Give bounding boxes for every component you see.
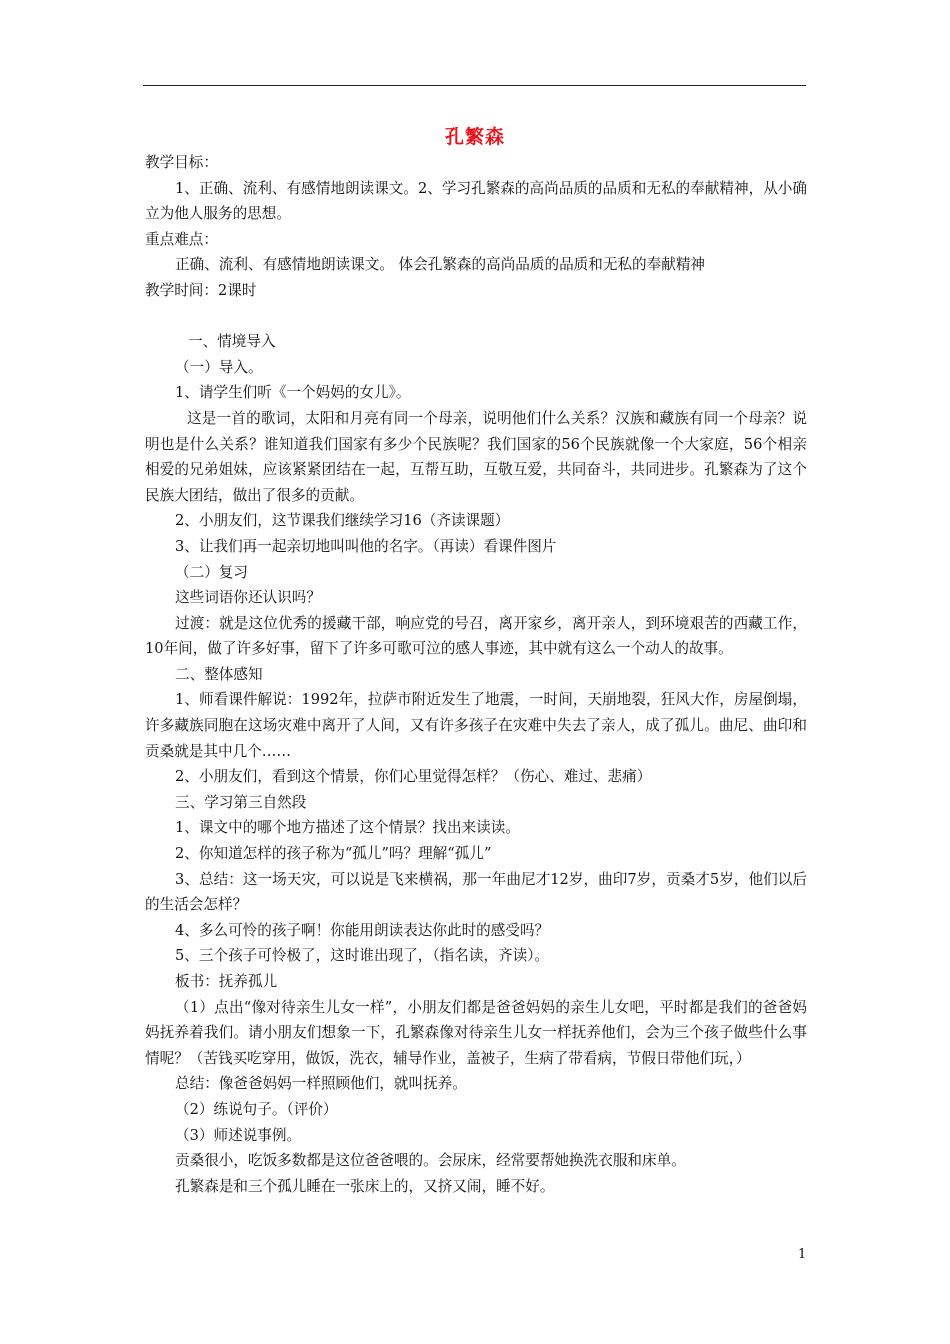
header-rule — [143, 85, 806, 86]
paragraph: 1、课文中的哪个地方描述了这个情景？找出来读读。 — [175, 819, 520, 837]
page-number: 1 — [798, 1247, 807, 1262]
paragraph: 过渡：就是这位优秀的援藏干部，响应党的号召，离开家乡，离开亲人，到环境艰苦的西藏工作，10年间，做了许多好事，留下了许多可歌可泣的感人事迹，其中就有这么一个动人的故事。 — [145, 614, 807, 658]
paragraph: 这是一首的歌词，太阳和月亮有同一个母亲，说明他们什么关系？汉族和藏族有同一个母亲？说明也是什么关系？谁知道我们国家有多少个民族呢？我们国家的56个民族就像一个大家庭，56个相亲相爱的兄弟姐妹，应该紧紧团结在一起，互帮互助，互敬互爱，共同奋斗，共同进步。孔繁森为了这个民族大团结，做出了很多的贡献。 — [145, 409, 807, 504]
document-body — [145, 150, 807, 1199]
paragraph: 2、你知道怎样的孩子称为“孤儿”吗？理解“孤儿” — [175, 845, 492, 863]
paragraph: 1、正确、流利、有感情地朗读课文。2、学习孔繁森的高尚品质的品质和无私的奉献精神，从小确立为他人服务的思想。 — [145, 179, 807, 223]
paragraph: 板书：抚养孤儿 — [175, 973, 278, 990]
document-title: 孔繁森 — [444, 126, 505, 148]
paragraph: 总结：像爸爸妈妈一样照顾他们，就叫抚养。 — [175, 1075, 467, 1093]
blank-line — [145, 304, 807, 330]
paragraph: 4、多么可怜的孩子啊！你能用朗读表达你此时的感受吗？ — [175, 921, 550, 939]
paragraph: 重点难点： — [145, 230, 218, 248]
paragraph: 正确、流利、有感情地朗读课文。 体会孔繁森的高尚品质的品质和无私的奉献精神 — [175, 256, 706, 274]
paragraph: 2、小朋友们，这节课我们继续学习16（齐读课题） — [175, 512, 510, 530]
paragraph: （2）练说句子。（评价） — [175, 1100, 338, 1118]
paragraph: （一）导入。 — [175, 358, 263, 376]
paragraph: 这些词语你还认识吗？ — [175, 589, 321, 607]
paragraph: 2、小朋友们，看到这个情景，你们心里觉得怎样？（伤心、难过、悲痛） — [175, 768, 652, 786]
paragraph: 1、师看课件解说：1992年，拉萨市附近发生了地震，一时间，天崩地裂，狂风大作，房屋倒塌，许多藏族同胞在这场灾难中离开了人间，又有许多孩子在灾难中失去了亲人，成了孤儿。曲尼、曲印和贡桑就是其中几个…… — [145, 691, 807, 760]
paragraph: （1）点出“像对待亲生儿女一样”，小朋友们都是爸爸妈妈的亲生儿女吧，平时都是我们的爸爸妈妈抚养着我们。请小朋友们想象一下，孔繁森像对待亲生儿女一样抚养他们，会为三个孩子做些什么事情呢？（苦钱买吃穿用，做饭，洗衣，辅导作业，盖被子，生病了带看病，节假日带他们玩，） — [145, 998, 807, 1067]
paragraph: 1、请学生们听《一个妈妈的女儿》。 — [175, 384, 411, 402]
section-heading: 三、学习第三自然段 — [175, 793, 307, 811]
paragraph: 3、让我们再一起亲切地叫叫他的名字。（再读）看课件图片 — [175, 537, 557, 555]
paragraph: （3）师述说事例。 — [175, 1126, 302, 1144]
paragraph: （二）复习 — [175, 563, 248, 581]
paragraph: 5、三个孩子可怜极了，这时谁出现了，（指名读，齐读）。 — [175, 947, 550, 965]
paragraph: 孔繁森是和三个孤儿睡在一张床上的，又挤又闹，睡不好。 — [175, 1177, 555, 1195]
paragraph: 贡桑很小，吃饭多数都是这位爸爸喂的。会尿床，经常要帮她换洗衣服和床单。 — [175, 1152, 686, 1170]
paragraph: 教学时间：2课时 — [145, 281, 257, 299]
section-heading: 一、情境导入 — [188, 333, 276, 351]
section-heading: 二、整体感知 — [175, 665, 263, 683]
paragraph: 教学目标： — [145, 154, 218, 171]
paragraph: 3、总结：这一场天灾，可以说是飞来横祸，那一年曲尼才12岁，曲印7岁，贡桑才5岁，他们以后的生活会怎样？ — [145, 870, 807, 914]
